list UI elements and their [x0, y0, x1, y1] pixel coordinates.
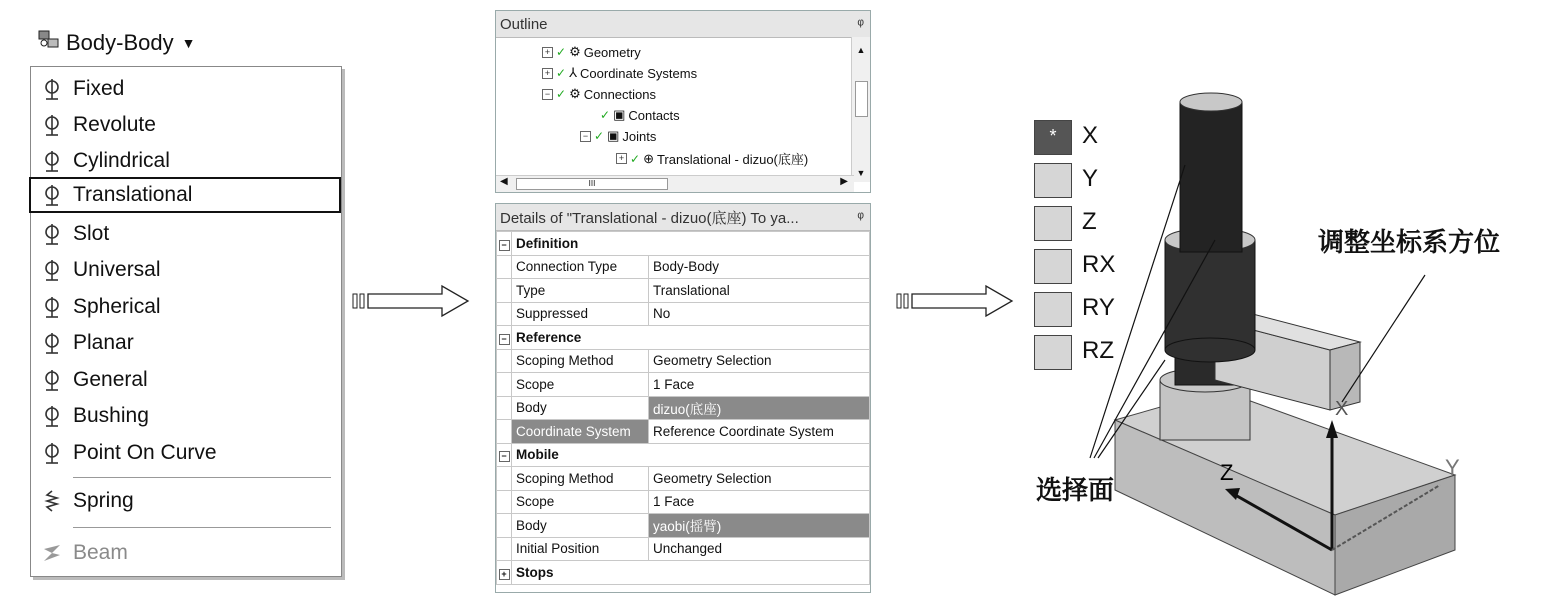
- property-name: Body: [512, 396, 649, 420]
- property-value[interactable]: Geometry Selection: [649, 349, 870, 373]
- table-row[interactable]: [497, 490, 870, 514]
- section-mobile[interactable]: [497, 443, 870, 467]
- table-row[interactable]: [497, 279, 870, 303]
- dof-label: RY: [1082, 294, 1115, 321]
- menu-item-label: Translational: [73, 183, 193, 206]
- joint-icon: [41, 295, 63, 319]
- table-row[interactable]: [497, 373, 870, 397]
- flow-arrow-right-icon: [896, 284, 1016, 320]
- tree-node-label: Connections: [583, 86, 656, 102]
- menu-separator: [73, 477, 331, 478]
- scroll-left-icon[interactable]: ◀: [500, 176, 508, 187]
- body-body-icon: [36, 28, 62, 58]
- property-value[interactable]: Geometry Selection: [649, 467, 870, 491]
- tree-node-connections[interactable]: [542, 86, 656, 102]
- details-table: [496, 231, 870, 585]
- property-value[interactable]: Translational: [649, 279, 870, 303]
- collapse-icon[interactable]: −: [542, 89, 553, 100]
- check-icon: ✓: [556, 66, 567, 80]
- pin-icon[interactable]: ᵠ: [857, 15, 864, 33]
- outline-tree: [496, 38, 870, 166]
- annotation-select-face: 选择面: [1036, 476, 1115, 506]
- property-name: Scoping Method: [512, 467, 649, 491]
- expand-icon[interactable]: +: [542, 47, 553, 58]
- dof-rx-toggle[interactable]: [1034, 249, 1072, 284]
- section-definition[interactable]: [497, 232, 870, 256]
- menu-item-label: Point On Curve: [73, 441, 217, 464]
- table-row[interactable]: [497, 396, 870, 420]
- menu-item-beam: [37, 535, 335, 571]
- dof-y-toggle[interactable]: [1034, 163, 1072, 198]
- expand-icon[interactable]: +: [542, 68, 553, 79]
- property-value[interactable]: Reference Coordinate System: [649, 420, 870, 444]
- details-title-bar: [496, 204, 870, 231]
- joint-icon: [41, 258, 63, 282]
- flow-arrow-right-icon: [352, 284, 472, 320]
- menu-item-fixed[interactable]: [37, 71, 335, 107]
- table-row[interactable]: [497, 467, 870, 491]
- outline-panel: [495, 10, 871, 193]
- joint-type-dropdown-button[interactable]: [30, 24, 220, 62]
- dof-label: Y: [1082, 165, 1099, 192]
- check-icon: ✓: [556, 45, 567, 59]
- table-row[interactable]: [497, 420, 870, 444]
- check-icon: ✓: [600, 108, 611, 122]
- property-value[interactable]: 1 Face: [649, 373, 870, 397]
- joint-icon: [41, 113, 63, 137]
- vertical-scrollbar[interactable]: [851, 37, 870, 182]
- section-label: Reference: [512, 326, 870, 350]
- section-stops[interactable]: [497, 561, 870, 585]
- property-name: Connection Type: [512, 255, 649, 279]
- menu-item-label: Spring: [73, 489, 134, 512]
- property-name: Scoping Method: [512, 349, 649, 373]
- tree-node-translational[interactable]: [616, 149, 808, 168]
- tree-node-coordinate-systems[interactable]: [542, 65, 697, 81]
- property-value[interactable]: Body-Body: [649, 255, 870, 279]
- property-name: Suppressed: [512, 302, 649, 326]
- chevron-down-icon: ▼: [181, 35, 196, 51]
- menu-item-label: Revolute: [73, 113, 156, 136]
- menu-item-spring[interactable]: [37, 483, 335, 519]
- tree-node-label: Coordinate Systems: [580, 65, 698, 81]
- joint-icon: ⊕: [643, 150, 654, 166]
- tree-node-label: Joints: [622, 128, 657, 144]
- expand-icon[interactable]: +: [499, 569, 510, 580]
- scroll-thumb[interactable]: [855, 81, 868, 117]
- triad-x-label: X: [1335, 398, 1349, 420]
- collapse-icon[interactable]: −: [580, 131, 591, 142]
- details-title: Details of "Translational - dizuo(底座) To ya...: [500, 209, 799, 227]
- table-row[interactable]: [497, 514, 870, 538]
- section-label: Mobile: [512, 443, 870, 467]
- menu-item-translational[interactable]: [29, 177, 341, 213]
- dof-label: RX: [1082, 251, 1116, 278]
- scroll-right-icon[interactable]: ▶: [840, 176, 848, 187]
- section-reference[interactable]: [497, 326, 870, 350]
- property-name: Scope: [512, 373, 649, 397]
- menu-item-spherical[interactable]: [37, 289, 335, 325]
- dof-x-toggle[interactable]: [1034, 120, 1072, 155]
- menu-item-revolute[interactable]: [37, 107, 335, 143]
- menu-item-label: Fixed: [73, 77, 125, 100]
- property-name: Scope: [512, 490, 649, 514]
- table-row[interactable]: [497, 349, 870, 373]
- tree-node-label: Contacts: [628, 107, 680, 123]
- menu-item-label: Universal: [73, 258, 161, 281]
- table-row[interactable]: [497, 537, 870, 561]
- tree-node-joints[interactable]: [580, 128, 656, 144]
- menu-item-universal[interactable]: [37, 252, 335, 288]
- property-value[interactable]: Unchanged: [649, 537, 870, 561]
- tree-node-contacts[interactable]: [600, 107, 680, 123]
- check-icon: ✓: [556, 87, 567, 101]
- scroll-down-icon[interactable]: ▼: [856, 168, 866, 178]
- collapse-icon[interactable]: −: [499, 240, 510, 251]
- menu-item-label: Cylindrical: [73, 149, 170, 172]
- property-value[interactable]: No: [649, 302, 870, 326]
- joint-icon: [41, 149, 63, 173]
- joint-icon: [41, 77, 63, 101]
- menu-item-label: Beam: [73, 541, 128, 564]
- checked-mark: *: [1049, 126, 1057, 146]
- joint-icon: [41, 441, 63, 465]
- menu-item-point-on-curve[interactable]: [37, 435, 335, 471]
- model-viewport[interactable]: [1080, 80, 1480, 600]
- connections-icon: ⚙: [569, 86, 581, 101]
- tree-node-label: Translational - dizuo(底座): [656, 152, 809, 167]
- joint-type-menu: [30, 66, 342, 577]
- joint-icon: [41, 183, 63, 207]
- joints-icon: ▣: [607, 128, 620, 143]
- tree-node-label: Geometry: [583, 44, 641, 60]
- beam-icon: [41, 541, 63, 565]
- joint-icon: [41, 222, 63, 246]
- menu-item-label: Planar: [73, 331, 134, 354]
- property-value[interactable]: yaobi(摇臂): [649, 514, 870, 538]
- property-name: Type: [512, 279, 649, 303]
- menu-item-planar[interactable]: [37, 325, 335, 361]
- menu-item-slot[interactable]: [37, 216, 335, 252]
- spring-icon: [41, 489, 63, 513]
- dof-label: X: [1082, 122, 1099, 149]
- check-icon: ✓: [594, 129, 605, 143]
- dof-rz-toggle[interactable]: [1034, 335, 1072, 370]
- joint-icon: [41, 404, 63, 428]
- dof-z-toggle[interactable]: [1034, 206, 1072, 241]
- geometry-icon: ⚙: [569, 44, 581, 59]
- dof-label: Z: [1082, 208, 1097, 235]
- triad-z-label: Z: [1220, 460, 1234, 485]
- property-value[interactable]: dizuo(底座): [649, 396, 870, 420]
- menu-item-label: General: [73, 368, 148, 391]
- section-label: Stops: [512, 561, 870, 585]
- expand-icon[interactable]: +: [616, 153, 627, 164]
- tall-cylinder: [1180, 102, 1242, 252]
- leader-line: [1342, 275, 1425, 402]
- dof-ry-toggle[interactable]: [1034, 292, 1072, 327]
- table-row[interactable]: [497, 255, 870, 279]
- property-name: Initial Position: [512, 537, 649, 561]
- menu-item-bushing[interactable]: [37, 398, 335, 434]
- dof-label: RZ: [1082, 337, 1114, 364]
- coordinate-systems-icon: ⅄: [569, 65, 578, 80]
- menu-item-cylindrical[interactable]: [37, 143, 335, 179]
- property-name: Body: [512, 514, 649, 538]
- joint-icon: [41, 368, 63, 392]
- outline-title: Outline: [500, 15, 548, 33]
- triad-y-label: Y: [1445, 455, 1460, 480]
- annotation-adjust-coordinate-system: 调整坐标系方位: [1318, 228, 1501, 258]
- menu-item-label: Bushing: [73, 404, 149, 427]
- section-label: Definition: [512, 232, 870, 256]
- menu-item-general[interactable]: [37, 362, 335, 398]
- pin-icon[interactable]: ᵠ: [857, 208, 864, 226]
- tree-node-geometry[interactable]: [542, 44, 641, 60]
- collapse-icon[interactable]: −: [499, 451, 510, 462]
- scroll-up-icon[interactable]: ▲: [856, 45, 866, 55]
- menu-item-label: Spherical: [73, 295, 161, 318]
- hscroll-thumb[interactable]: III: [516, 178, 668, 190]
- outline-title-bar: [496, 11, 870, 38]
- property-name: Coordinate System: [512, 420, 649, 444]
- joint-icon: [41, 331, 63, 355]
- collapse-icon[interactable]: −: [499, 334, 510, 345]
- horizontal-scrollbar[interactable]: [496, 175, 854, 192]
- details-panel: [495, 203, 871, 593]
- middle-collar: [1165, 240, 1255, 350]
- contacts-icon: ▣: [613, 107, 626, 122]
- table-row[interactable]: [497, 302, 870, 326]
- dropdown-label: Body-Body: [66, 30, 174, 55]
- check-icon: ✓: [630, 151, 641, 166]
- property-value[interactable]: 1 Face: [649, 490, 870, 514]
- menu-separator: [73, 527, 331, 528]
- menu-item-label: Slot: [73, 222, 110, 245]
